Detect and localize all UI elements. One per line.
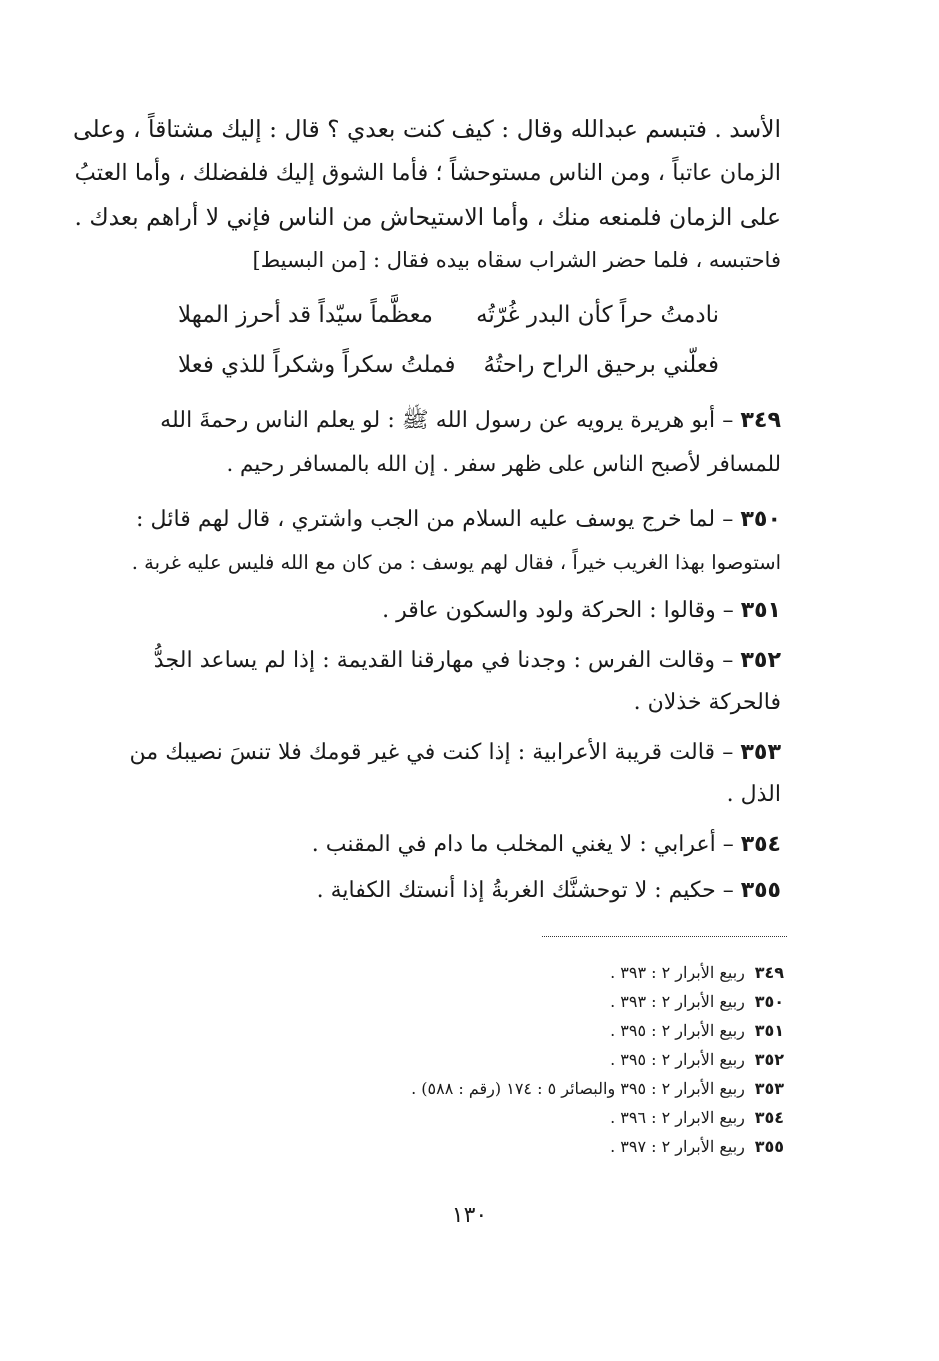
entry-349	[160, 403, 781, 437]
footnote-number: ٣٥٠	[754, 992, 784, 1011]
footnote	[610, 991, 784, 1013]
footnote-number: ٣٥٢	[754, 1050, 784, 1069]
entry-dash: –	[722, 832, 734, 857]
entry-350	[136, 502, 781, 536]
entry-continuation: استوصوا بهذا الغريب خيراً ، فقال لهم يوسف : من كان مع الله فليس عليه غربة .	[131, 551, 781, 574]
footnote-text: ربيع الابرار ٢ : ٣٩٦ .	[610, 1108, 745, 1127]
footnote-text: ربيع الأبرار ٢ : ٣٩٧ .	[610, 1137, 745, 1156]
entry-text: أعرابي : لا يغني المخلب ما دام في المقنب .	[311, 832, 716, 857]
footnote-text: ربيع الأبرار ٢ : ٣٩٣ .	[610, 963, 745, 982]
entry-355	[317, 874, 781, 908]
entry-text: أبو هريرة يرويه عن رسول الله ﷺ : لو يعلم الناس رحمةَ الله	[160, 407, 716, 433]
footnote	[610, 1049, 784, 1071]
entry-354	[312, 828, 781, 862]
footnote-number: ٣٥٣	[754, 1079, 784, 1098]
poem-hemistich-left: معظَّماً سيّداً قد أحرز المهلا	[178, 302, 433, 328]
entry-text: لما خرج يوسف عليه السلام من الجب واشتري ، قال لهم قائل :	[136, 506, 716, 532]
entry-353	[129, 735, 781, 769]
footnote-number: ٣٤٩	[754, 963, 784, 982]
footnote-text: ربيع الأبرار ٢ : ٣٩٥ .	[610, 1021, 745, 1040]
poem-hemistich-right: فعلّني برحيق الراح راحتُهُ	[483, 352, 719, 378]
footnote	[610, 1107, 784, 1129]
footnote-number: ٣٥٥	[754, 1137, 784, 1156]
body-line: على الزمان فلمنعه منك ، وأما الاستيحاش من الناس فإني لا أراهم بعدك .	[74, 203, 781, 231]
entry-number: ٣٥٠	[740, 506, 781, 532]
footnote	[610, 1136, 784, 1158]
page-number: ١٣٠	[451, 1203, 488, 1228]
footnote-text: ربيع الأبرار ٢ : ٣٩٥ .	[610, 1050, 745, 1069]
body-line: الزمان عاتباً ، ومن الناس مستوحشاً ؛ فأما الشوق إليك فلفضلك ، وأما العتبُ	[74, 160, 781, 186]
entry-continuation: فالحركة خذلان .	[633, 690, 781, 715]
entry-dash: –	[722, 878, 734, 903]
entry-number: ٣٥٢	[740, 647, 781, 673]
entry-continuation: للمسافر لأصبح الناس على ظهر سفر . إن الله بالمسافر رحيم .	[226, 452, 781, 477]
body-line: الأسد . فتبسم عبدالله وقال : كيف كنت بعدي ؟ قال : إليك مشتاقاً ، وعلى	[73, 115, 781, 143]
footnote-text: ربيع الأبرار ٢ : ٣٩٣ .	[610, 992, 745, 1011]
entry-number: ٣٥٤	[740, 832, 781, 857]
entry-352	[154, 643, 781, 677]
entry-text: وقالوا : الحركة ولود والسكون عاقر .	[382, 598, 716, 623]
footnote	[610, 962, 784, 984]
entry-dash: –	[722, 506, 734, 532]
poem-hemistich-left: فملتُ سكراً وشكراً للذي فعلا	[178, 352, 456, 378]
entry-dash: –	[722, 647, 734, 673]
footnote-separator	[542, 936, 787, 937]
entry-number: ٣٤٩	[740, 407, 781, 433]
footnote-number: ٣٥١	[754, 1021, 784, 1040]
entry-text: حكيم : لا توحشنَّك الغربةُ إذا أنستك الكفاية .	[316, 878, 716, 903]
entry-continuation: الذل .	[726, 782, 781, 807]
footnote-number: ٣٥٤	[754, 1108, 784, 1127]
entry-text: قالت قريبة الأعرابية : إذا كنت في غير قومك فلا تنسَ نصيبك من	[129, 739, 716, 765]
poem-hemistich-right: نادمتُ حراً كأن البدر غُرّتُه	[476, 302, 719, 328]
body-line: فاحتبسه ، فلما حضر الشراب سقاه بيده فقال : [من البسيط]	[252, 248, 781, 272]
footnote	[610, 1020, 784, 1042]
entry-number: ٣٥٣	[740, 739, 781, 765]
entry-number: ٣٥٥	[740, 878, 781, 903]
entry-number: ٣٥١	[740, 598, 781, 623]
entry-351	[382, 594, 781, 628]
footnote-text: ربيع الأبرار ٢ : ٣٩٥ والبصائر ٥ : ١٧٤ (رقم : ٥٨٨) .	[411, 1079, 745, 1098]
entry-dash: –	[722, 739, 734, 765]
entry-dash: –	[722, 598, 734, 623]
entry-dash: –	[722, 407, 734, 433]
footnote	[411, 1078, 784, 1100]
entry-text: وقالت الفرس : وجدنا في مهارقنا القديمة : إذا لم يساعد الجدُّ	[153, 647, 716, 673]
